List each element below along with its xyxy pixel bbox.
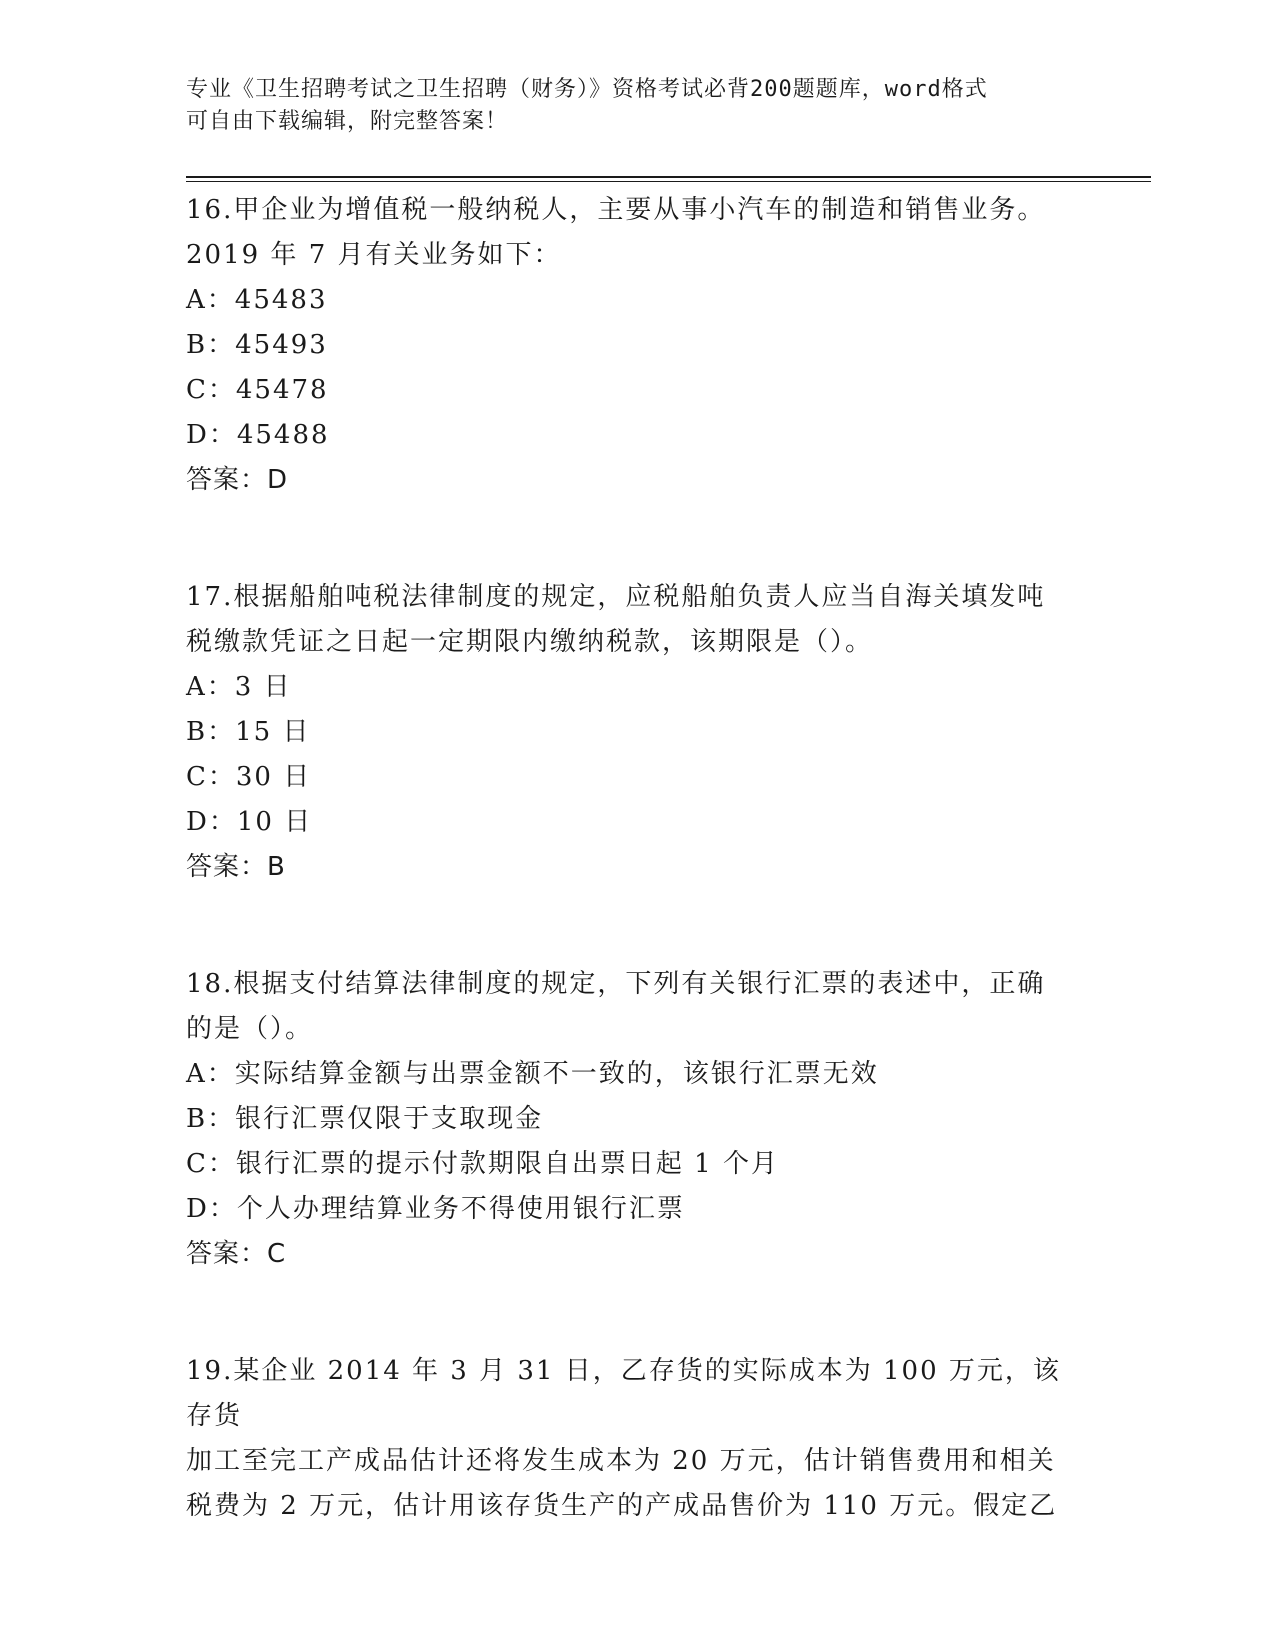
option-c: C：30 日 [186,762,312,792]
question-16 [186,188,1066,503]
header-divider-thin [186,181,1151,182]
option-a: A：45483 [186,285,328,315]
question-stem-line: 2019 年 7 月有关业务如下： [186,240,562,270]
answer-label: 答案：C [186,1239,287,1269]
option-b: B：银行汇票仅限于支取现金 [186,1104,544,1134]
option-d: D：45488 [186,420,330,450]
option-a: A：实际结算金额与出票金额不一致的，该银行汇票无效 [186,1059,879,1089]
question-stem-line: 19.某企业 2014 年 3 月 31 日，乙存货的实际成本为 100 万元，该存货 [186,1356,1061,1431]
question-spacer [186,890,1066,962]
question-17 [186,575,1066,890]
question-list [186,188,1066,1529]
question-stem-line: 的是（）。 [186,1014,314,1044]
option-c: C：银行汇票的提示付款期限自出票日起 1 个月 [186,1149,779,1179]
question-stem-line: 税费为 2 万元，估计用该存货生产的产成品售价为 110 万元。假定乙 [186,1491,1058,1521]
question-stem-line: 16.甲企业为增值税一般纳税人，主要从事小汽车的制造和销售业务。 [186,195,1046,225]
question-stem-line: 加工至完工产成品估计还将发生成本为 20 万元，估计销售费用和相关 [186,1446,1056,1476]
question-stem-line: 18.根据支付结算法律制度的规定，下列有关银行汇票的表述中，正确 [186,969,1046,999]
answer-label: 答案：D [186,465,289,495]
question-spacer [186,503,1066,575]
header-divider-thick [186,176,1151,178]
header-line-2: 可自由下载编辑，附完整答案！ [186,109,509,134]
document-header [186,74,1066,138]
question-stem-line: 17.根据船舶吨税法律制度的规定，应税船舶负责人应当自海关填发吨 [186,582,1046,612]
option-b: B：15 日 [186,717,311,747]
question-18 [186,962,1066,1277]
header-line-1: 专业《卫生招聘考试之卫生招聘（财务）》资格考试必背200题题库，word格式 [186,77,988,102]
option-b: B：45493 [186,330,328,360]
option-d: D：个人办理结算业务不得使用银行汇票 [186,1194,685,1224]
question-spacer [186,1277,1066,1349]
question-19 [186,1349,1066,1529]
question-stem-line: 税缴款凭证之日起一定期限内缴纳税款，该期限是（）。 [186,627,874,657]
answer-label: 答案：B [186,852,286,882]
option-c: C：45478 [186,375,329,405]
option-a: A：3 日 [186,672,292,702]
option-d: D：10 日 [186,807,313,837]
